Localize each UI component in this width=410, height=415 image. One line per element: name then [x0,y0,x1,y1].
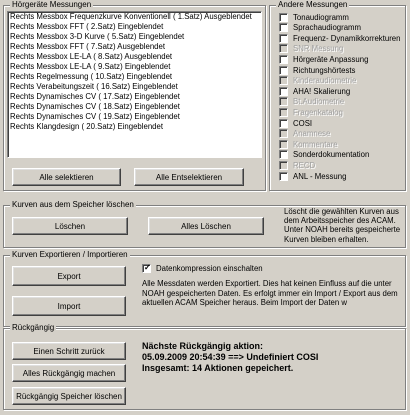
checkbox[interactable] [279,119,288,128]
checkbox-label: Sprachaudiogramm [293,23,362,33]
select-all-button[interactable]: Alle selektieren [12,168,121,186]
other-measurement-checkbox-row[interactable] [279,150,369,160]
checkbox[interactable] [279,87,288,96]
next-undo-detail: 05.09.2009 20:54:39 ==> Undefiniert COSI [142,352,319,362]
checkbox [279,97,288,106]
list-item[interactable]: Rechts Regelmessung ( 10.Satz) Eingeblendet [10,72,173,81]
checkbox [279,129,288,138]
deselect-all-button[interactable]: Alle Entselektieren [134,168,244,186]
undo-total: Insgesamt: 14 Aktionen gepeichert. [142,363,294,373]
checkbox-label: SNR Messung [293,44,344,54]
other-measurement-checkbox-row[interactable] [279,12,349,22]
checkbox-label: ANL - Messung [293,171,347,181]
other-measurement-checkbox-row[interactable] [279,65,355,75]
checkbox[interactable] [279,172,288,181]
list-item[interactable]: Rechts Verabeitungszeit ( 16.Satz) Eingeblendet [10,82,178,91]
other-measurement-checkbox-row [279,44,343,54]
clear-undo-button[interactable]: Rückgängig Speicher löschen [12,387,126,405]
checkmark-icon: ✓ [144,262,151,272]
step-back-button[interactable]: Einen Schritt zurück [12,342,126,360]
delete-group-title: Kurven aus dem Speicher löschen [12,200,134,209]
delete-button[interactable]: Löschen [12,217,128,235]
checkbox-label: Kinderaudiometrie [293,76,357,86]
checkbox [279,140,288,149]
checkbox-label: Sonderdokumentation [293,150,370,160]
checkbox-label: Tonaudiogramm [293,12,349,22]
other-measurement-checkbox-row[interactable] [279,118,312,128]
other-measurement-checkbox-row [279,97,344,107]
list-item[interactable]: Rechts Messbox LE-LA ( 9.Satz) Eingeblendet [10,62,171,71]
import-button[interactable]: Import [12,296,126,316]
next-undo-title: Nächste Rückgängig aktion: [142,341,264,351]
other-measurement-checkbox-row [279,76,356,86]
measurements-listbox[interactable] [7,11,262,158]
other-measurement-checkbox-row[interactable] [279,23,361,33]
other-measurement-checkbox-row[interactable] [279,171,346,181]
undo-group-title: Rückgängig [12,323,55,332]
checkbox-label: Bt.Audiometrie [293,97,345,107]
checkbox-label: Anamnese [293,129,331,139]
checkbox[interactable] [279,34,288,43]
checkbox[interactable] [279,66,288,75]
checkbox [279,76,288,85]
other-measurement-checkbox-row [279,139,338,149]
checkbox-label: RECD [293,160,316,170]
export-button[interactable]: Export [12,266,126,286]
delete-all-button[interactable]: Alles Löschen [148,217,264,235]
checkbox [279,44,288,53]
export-import-group-title: Kurven Exportieren / Importieren [12,250,128,259]
other-measurement-checkbox-row[interactable] [279,86,350,96]
other-measurements-title: Andere Messungen [278,0,348,9]
checkbox[interactable] [279,13,288,22]
compression-checkbox-row[interactable] [142,263,263,273]
checkbox[interactable] [279,23,288,32]
other-measurement-checkbox-row [279,160,315,170]
checkbox-label: Fragenkatalog [293,107,343,117]
checkbox[interactable] [279,55,288,64]
checkbox-label: Richtungshörtests [293,65,356,75]
list-item[interactable]: Rechts Dynamisches CV ( 17.Satz) Eingeblendet [10,92,180,101]
checkbox [279,108,288,117]
other-measurement-checkbox-row [279,129,330,139]
list-item[interactable]: Rechts Messbox FFT ( 7.Satz) Ausgeblendet [10,42,165,51]
list-item[interactable]: Rechts Dynamisches CV ( 19.Satz) Eingeblendet [10,112,180,121]
list-item[interactable]: Rechts Dynamisches CV ( 18.Satz) Eingeblendet [10,102,180,111]
checkbox-label: COSI [293,118,313,128]
list-item[interactable]: Rechts Messbox FFT ( 2.Satz) Eingeblendet [10,22,164,31]
checkbox-label: Kommentare [293,139,338,149]
checkbox-label: Frequenz- Dynamikkorrekturen [293,33,401,43]
checkbox [279,161,288,170]
list-item[interactable]: Rechts Klangdesign ( 20.Satz) Eingeblendet [10,122,164,131]
other-measurement-checkbox-row[interactable] [279,54,368,64]
compression-checkbox[interactable] [142,264,151,273]
checkbox-label: Hörgeräte Anpassung [293,54,369,64]
checkbox[interactable] [279,150,288,159]
export-description: Alle Messdaten werden Exportiert. Dies hat keinen Einfluss auf die unter NOAH gespeicherten Daten. Es erfolgt immer ein Import / Export aus dem aktuellen ACAM Speicher heraus. Beim Import der Daten w [142,279,398,307]
list-item[interactable]: Rechts Messbox Frequenzkurve Konventionell ( 1.Satz) Ausgeblendet [10,12,252,21]
compression-label: Datenkompression einschalten [156,263,263,273]
delete-description: Löscht die gewählten Kurven aus dem Arbeitsspeicher des ACAM. Unter NOAH bereits gespeicherte Kurven bleiben erhalten. [284,207,401,244]
other-measurement-checkbox-row [279,107,343,117]
checkbox-label: AHA! Skalierung [293,86,351,96]
undo-all-button[interactable]: Alles Rückgängig machen [12,364,126,382]
other-measurement-checkbox-row[interactable] [279,33,400,43]
measurements-group-title: Hörgeräte Messungen [12,0,92,9]
list-item[interactable]: Rechts Messbox 3-D Kurve ( 5.Satz) Eingeblendet [10,32,185,41]
list-item[interactable]: Rechts Messbox LE-LA ( 8.Satz) Ausgeblendet [10,52,173,61]
